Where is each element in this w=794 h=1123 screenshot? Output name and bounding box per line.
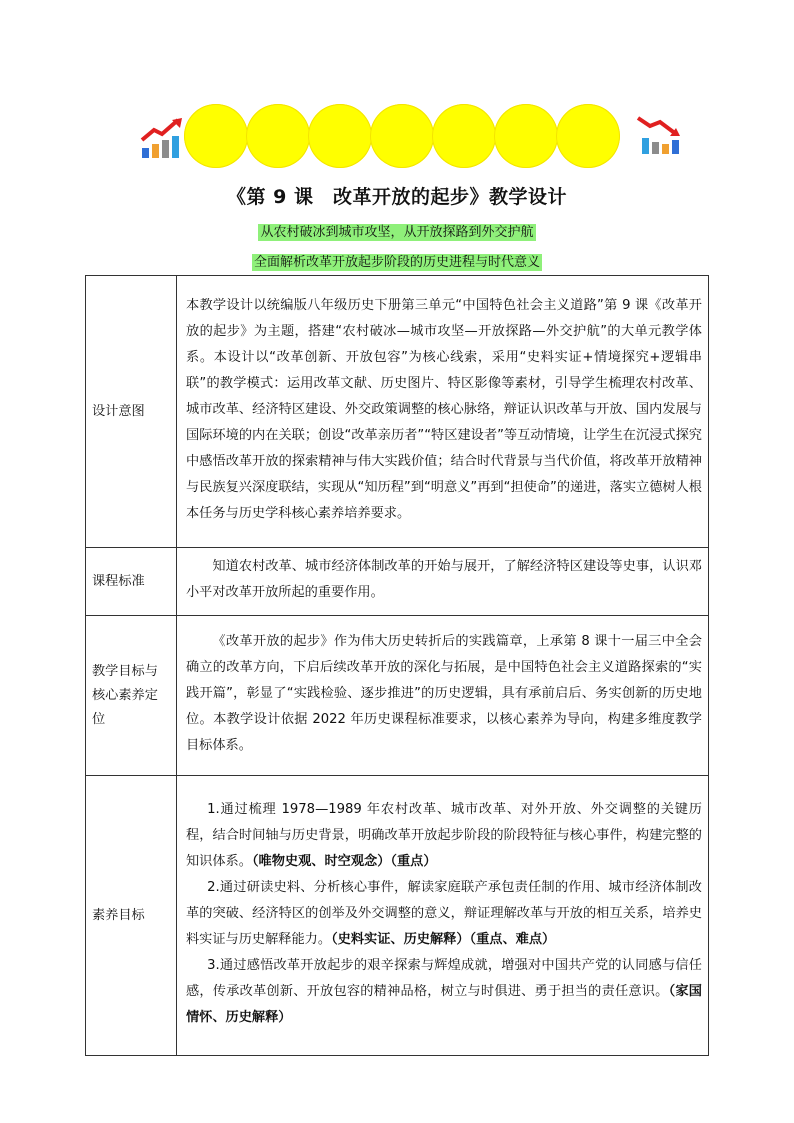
banner-circle bbox=[246, 104, 310, 168]
row-content: 本教学设计以统编版八年级历史下册第三单元“中国特色社会主义道路”第 9 课《改革开放的起步》为主题，搭建“农村破冰—城市攻坚—开放探路—外交护航”的大单元教学体系。本设计以“改革创新、开放包容”为核心线索，采用“史料实证+情境探究+逻辑串联”的教学模式：运用改革文献、历史图片、特区影像等素材，引导学生梳理农村改革、城市改革、经济特区建设、外交政策调整的核心脉络，辩证认识改革与开放、国内发展与国际环境的内在关联；创设“改革亲历者”“特区建设者”等互动情境，让学生在沉浸式探究中感悟改革开放的探索精神与伟大实践价值；结合时代背景与当代价值，将改革开放精神与民族复兴深度联结，实现从“知历程”到“明意义”再到“担使命”的递进，落实立德树人根本任务与历史学科核心素养培养要求。 bbox=[177, 276, 709, 548]
objective-item: 1.通过梳理 1978—1989 年农村改革、城市改革、对外开放、外交调整的关键历程，结合时间轴与历史背景，明确改革开放起步阶段的阶段特征与核心事件，构建完整的知识体系。（唯物史观、时空观念）（重点） bbox=[186, 802, 702, 869]
document-title: 《第 9 课 改革开放的起步》教学设计 bbox=[227, 186, 567, 208]
subtitle-2: 全面解析改革开放起步阶段的历史进程与时代意义 bbox=[253, 255, 540, 270]
row-label: 课程标准 bbox=[86, 548, 177, 616]
banner-circle bbox=[308, 104, 372, 168]
table-row bbox=[86, 548, 709, 616]
row-content bbox=[177, 776, 709, 1056]
row-content: 《改革开放的起步》作为伟大历史转折后的实践篇章，上承第 8 课十一届三中全会确立的改革方向，下启后续改革开放的深化与拓展，是中国特色社会主义道路探索的“实践开篇”，彰显了“实践检验、逐步推进”的历史逻辑，具有承前启后、务实创新的历史地位。本教学设计依据 2022 年历史课程标准要求，以核心素养为导向，构建多维度教学目标体系。 bbox=[177, 616, 709, 776]
table-row bbox=[86, 616, 709, 776]
banner-circle bbox=[494, 104, 558, 168]
banner-circles bbox=[184, 104, 638, 174]
chart-arrow-icon-left bbox=[140, 118, 186, 160]
objective-item: 2.通过研读史料、分析核心事件，解读家庭联产承包责任制的作用、城市经济体制改革的突破、经济特区的创举及外交调整的意义，辩证理解改革与开放的相互关系，培养史料实证与历史解释能力。（史料实证、历史解释）（重点、难点） bbox=[186, 880, 702, 947]
banner-circle bbox=[432, 104, 496, 168]
subtitle-1: 从农村破冰到城市攻坚，从开放探路到外交护航 bbox=[260, 225, 534, 240]
table-row bbox=[86, 276, 709, 548]
banner-circle bbox=[184, 104, 248, 168]
objective-item: 3.通过感悟改革开放起步的艰辛探索与辉煌成就，增强对中国共产党的认同感与信任感，传承改革创新、开放包容的精神品格，树立与时俱进、勇于担当的责任意识。（家国情怀、历史解释） bbox=[186, 958, 702, 1025]
design-table bbox=[85, 275, 709, 1056]
chart-arrow-icon-right bbox=[636, 114, 682, 156]
row-label: 教学目标与核心素养定位 bbox=[86, 616, 177, 776]
row-label: 设计意图 bbox=[86, 276, 177, 548]
row-content: 知道农村改革、城市经济体制改革的开始与展开，了解经济特区建设等史事，认识邓小平对改革开放所起的重要作用。 bbox=[177, 548, 709, 616]
banner-circle bbox=[370, 104, 434, 168]
banner-circle bbox=[556, 104, 620, 168]
row-label: 素养目标 bbox=[86, 776, 177, 1056]
header-banner bbox=[140, 104, 682, 174]
table-row bbox=[86, 776, 709, 1056]
